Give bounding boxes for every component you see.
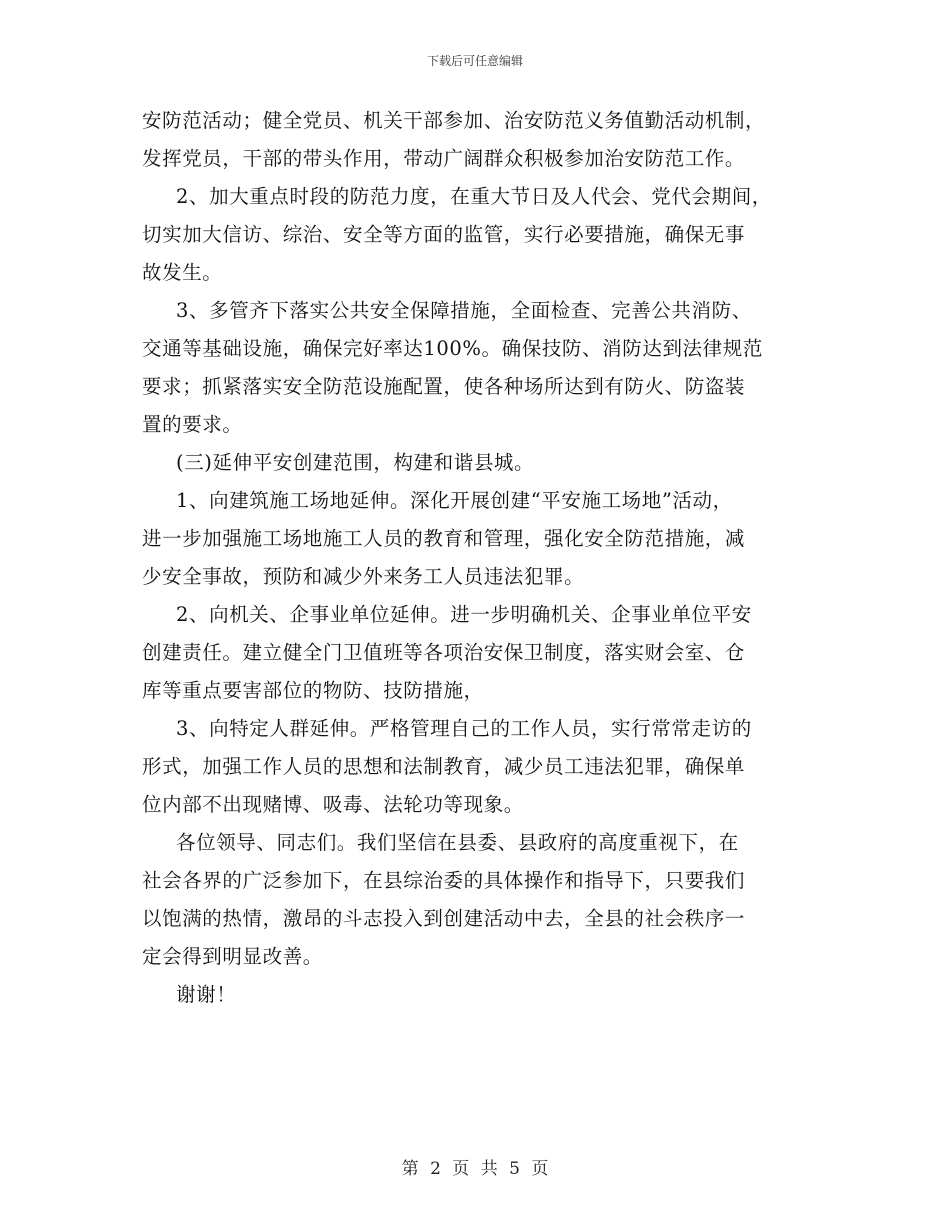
text-line: 切实加大信访、综治、安全等方面的监管，实行必要措施，确保无事 [142, 223, 746, 246]
text-line: 2、向机关、企事业单位延伸。进一步明确机关、企事业单位平安 [176, 603, 752, 626]
text-line: 发挥党员，干部的带头作用，带动广阔群众积极参加治安防范工作。 [142, 147, 746, 170]
text-line: 各位领导、同志们。我们坚信在县委、县政府的高度重视下，在 [176, 831, 739, 854]
page-header-note: 下载后可任意编辑 [426, 54, 523, 68]
text-line: 进一步加强施工场地施工人员的教育和管理，强化安全防范措施，减 [142, 527, 746, 550]
text-line: (三)延伸平安创建范围，构建和谐县城。 [176, 451, 535, 474]
text-line: 库等重点要害部位的物防、技防措施， [142, 679, 484, 702]
text-line: 2、加大重点时段的防范力度，在重大节日及人代会、党代会期间， [176, 185, 772, 208]
text-line: 交通等基础设施，确保完好率达100%。确保技防、消防达到法律规范 [142, 337, 763, 360]
text-line: 以饱满的热情，激昂的斗志投入到创建活动中去，全县的社会秩序一 [142, 907, 746, 930]
text-line: 要求；抓紧落实安全防范设施配置，使各种场所达到有防火、防盗装 [142, 375, 746, 398]
text-line: 谢谢！ [176, 983, 237, 1006]
text-line: 社会各界的广泛参加下，在县综治委的具体操作和指导下，只要我们 [142, 869, 746, 892]
text-line: 故发生。 [142, 261, 223, 284]
text-line: 3、向特定人群延伸。严格管理自己的工作人员，实行常常走访的 [176, 717, 752, 740]
document-body [142, 102, 822, 1014]
text-line: 形式，加强工作人员的思想和法制教育，减少员工违法犯罪，确保单 [142, 755, 746, 778]
page-number-footer: 第 2 页 共 5 页 [401, 1159, 549, 1179]
text-line: 3、多管齐下落实公共安全保障措施，全面检查、完善公共消防、 [176, 299, 752, 322]
text-line: 安防范活动；健全党员、机关干部参加、治安防范义务值勤活动机制， [142, 109, 766, 132]
text-line: 定会得到明显改善。 [142, 945, 323, 968]
text-line: 创建责任。建立健全门卫值班等各项治安保卫制度，落实财会室、仓 [142, 641, 746, 664]
text-line: 1、向建筑施工场地延伸。深化开展创建“平安施工场地”活动， [176, 489, 733, 512]
text-line: 位内部不出现赌博、吸毒、法轮功等现象。 [142, 793, 524, 816]
text-line: 置的要求。 [142, 413, 243, 436]
text-line: 少安全事故，预防和减少外来务工人员违法犯罪。 [142, 565, 585, 588]
